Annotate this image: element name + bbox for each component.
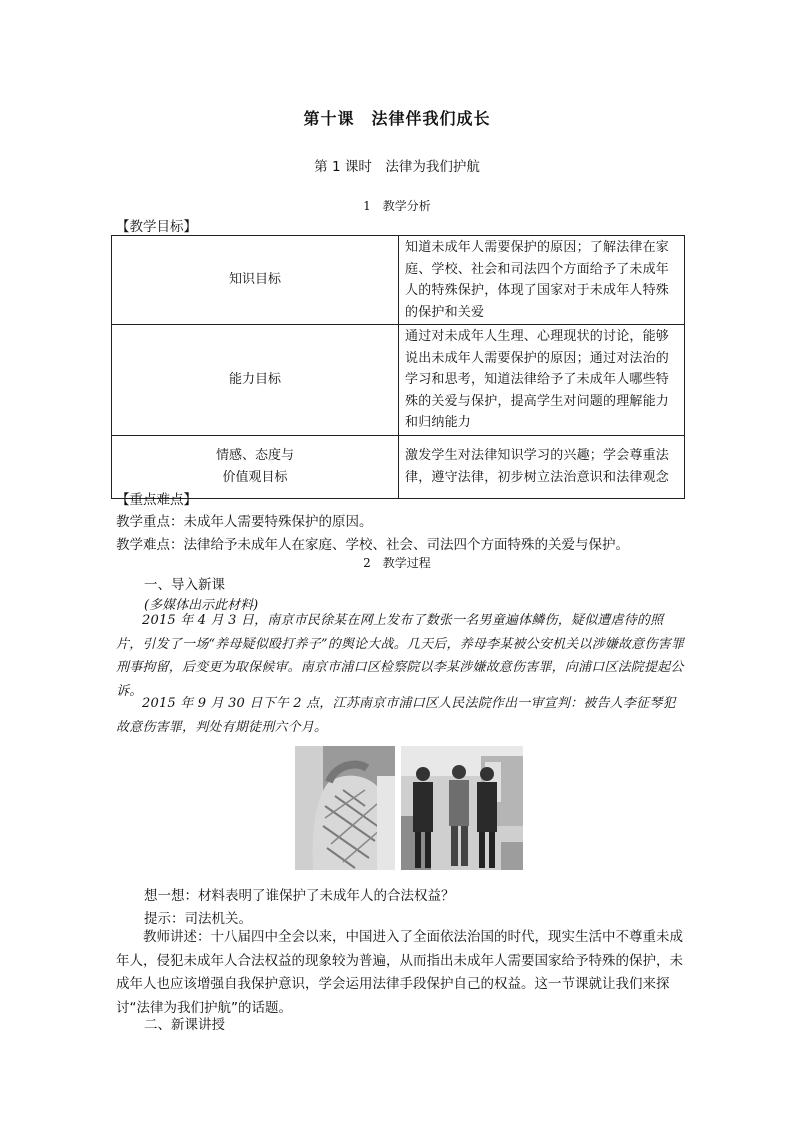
objective-value: 通过对未成年人生理、心理现状的讨论，能够说出未成年人需要保护的原因；通过对法治的学习和思考，知道法律给予了未成年人哪些特殊的关爱与保护，提高学生对问题的理解能力和归纳能力 <box>399 325 685 436</box>
teaching-focus: 教学重点：未成年人需要特殊保护的原因。 <box>116 514 373 530</box>
table-row <box>112 325 685 436</box>
think-question: 想一想：材料表明了谁保护了未成年人的合法权益？ <box>144 888 455 904</box>
objective-key: 能力目标 <box>112 325 399 436</box>
teaching-difficulty: 教学难点：法律给予未成年人在家庭、学校、社会、司法四个方面特殊的关爱与保护。 <box>116 537 629 553</box>
section-heading-analysis: 1 教学分析 <box>363 199 431 213</box>
objectives-label: 【教学目标】 <box>116 219 197 235</box>
keypoints-label: 【重点难点】 <box>116 492 197 508</box>
objective-key: 知识目标 <box>112 236 399 325</box>
hint-answer: 提示：司法机关。 <box>144 911 252 927</box>
media-note: (多媒体出示此材料) <box>144 598 259 613</box>
material-paragraph: 2015 年 9 月 30 日下午 2 点，江苏南京市浦口区人民法院作出一审宣判：被告人李征琴犯故意伤害罪，判处有期徒刑六个月。 <box>116 696 676 735</box>
objectives-table <box>111 235 685 499</box>
new-lesson-heading: 二、新课讲授 <box>144 1017 225 1033</box>
objective-value: 激发学生对法律知识学习的兴趣；学会尊重法律，遵守法律，初步树立法治意识和法律观念 <box>399 435 685 498</box>
lesson-subtitle: 第 1 课时 法律为我们护航 <box>314 159 480 175</box>
lesson-title: 第十课 法律伴我们成长 <box>303 109 491 128</box>
section-heading-process: 2 教学过程 <box>363 556 431 570</box>
injured-child-photo <box>295 746 395 870</box>
objective-key-line: 情感、态度与 <box>215 447 294 463</box>
courtroom-photo <box>401 746 523 870</box>
objective-value: 知道未成年人需要保护的原因；了解法律在家庭、学校、社会和司法四个方面给予了未成年人的特殊保护，体现了国家对于未成年人特殊的保护和关爱 <box>399 236 685 325</box>
objective-key-line: 价值观目标 <box>222 469 288 485</box>
intro-heading: 一、导入新课 <box>144 577 225 593</box>
material-paragraph: 2015 年 4 月 3 日，南京市民徐某在网上发布了数张一名男童遍体鳞伤，疑似遭虐待的照片，引发了一场“养母疑似殴打养子”的舆论大战。几天后，养母李某被公安机关以涉嫌故意伤害罪刑事拘留，后变更为取保候审。南京市浦口区检察院以李某涉嫌故意伤害罪，向浦口区法院提起公诉。 <box>116 613 685 699</box>
table-row <box>112 435 685 498</box>
teacher-narration: 教师讲述：十八届四中全会以来，中国进入了全面依法治国的时代，现实生活中不尊重未成年人，侵犯未成年人合法权益的现象较为普遍，从而指出未成年人需要国家给予特殊的保护，未成年人也应该增强自我保护意识，学会运用法律手段保护自己的权益。这一节课就让我们来探讨“法律为我们护航”的话题。 <box>116 929 683 1016</box>
table-row <box>112 236 685 325</box>
